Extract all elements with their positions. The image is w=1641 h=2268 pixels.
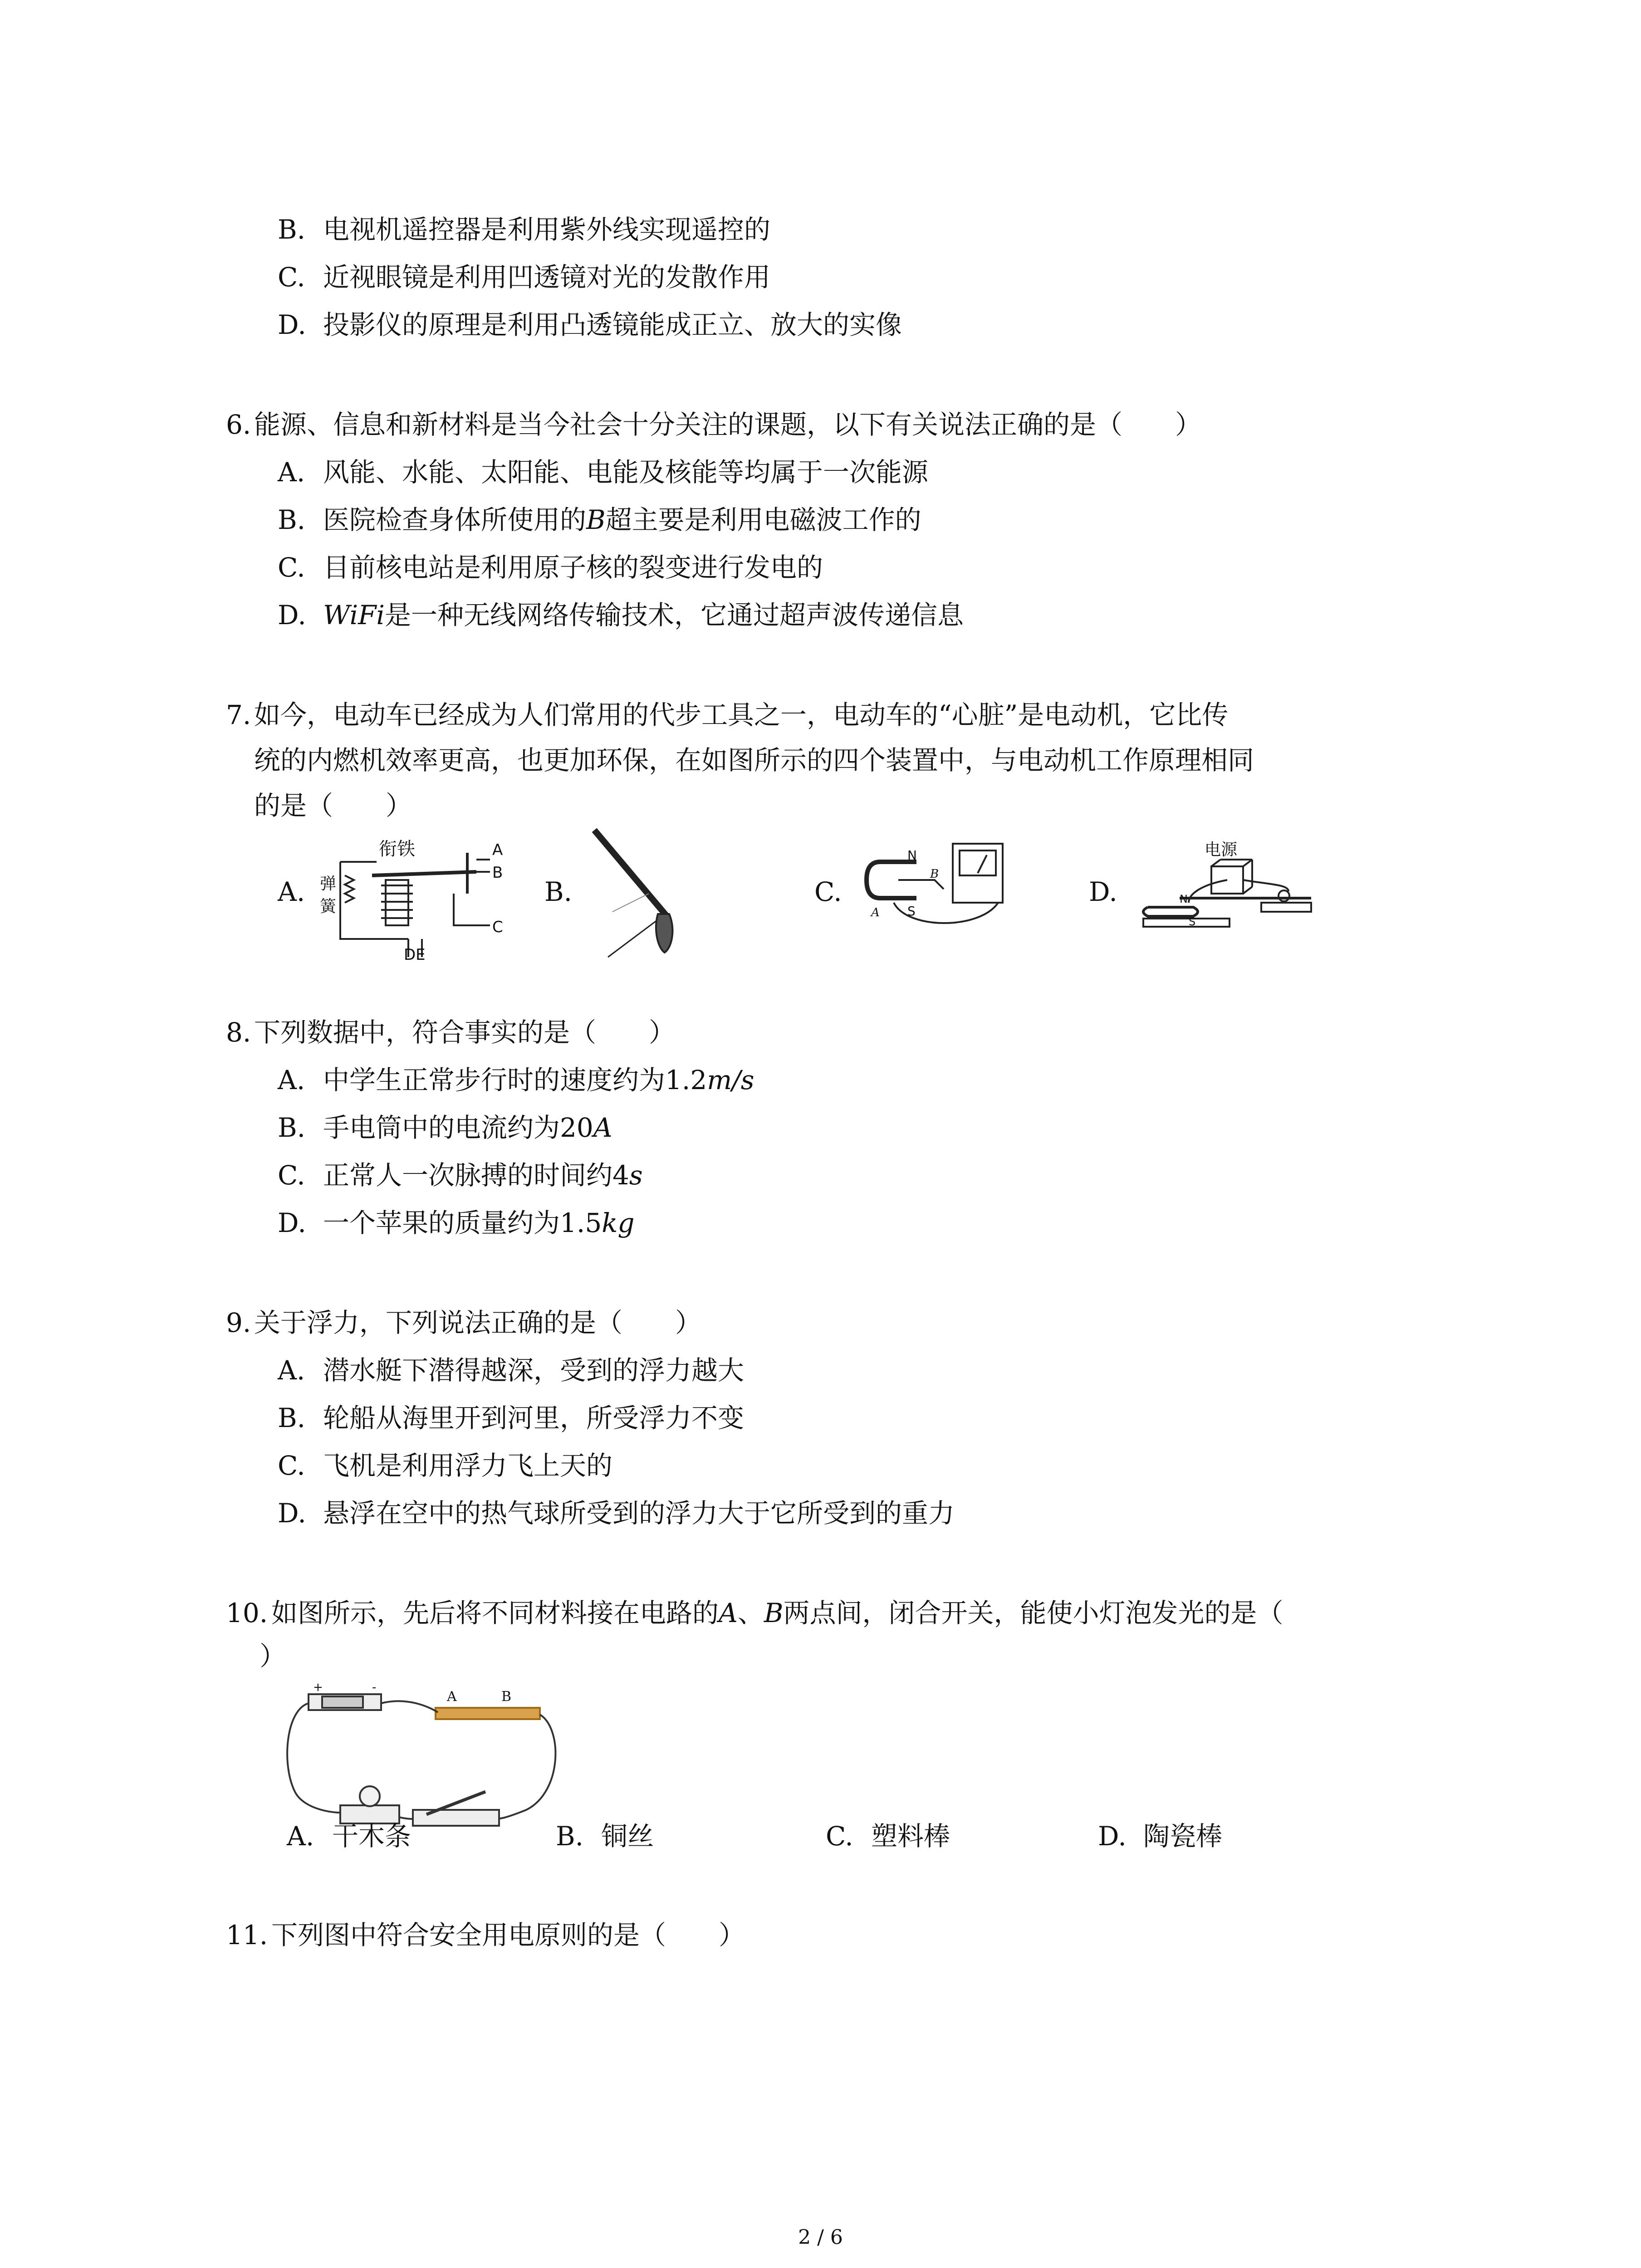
q9-option-a: [278, 1354, 744, 1387]
q8-stem: [226, 1016, 675, 1049]
label-b: B: [492, 864, 503, 882]
battery-minus: -: [372, 1683, 377, 1694]
question-stem: 下列图中符合安全用电原则的是（ ）: [271, 1920, 745, 1950]
option-text: 陶瓷棒: [1143, 1821, 1223, 1852]
q10-option-d: [1098, 1820, 1222, 1853]
option-unit: A: [593, 1112, 612, 1143]
option-text: 手电筒中的电流约为: [323, 1112, 560, 1143]
q7-stem-line1: [226, 699, 1228, 731]
q7-figure-a-relay: [318, 835, 508, 962]
option-text: 电视机遥控器是利用紫外线实现遥控的: [323, 214, 771, 245]
question-stem-before: 如图所示，先后将不同材料接在电路的: [271, 1598, 719, 1628]
question-number: 11.: [226, 1920, 268, 1950]
label-s: S: [907, 904, 916, 919]
option-unit: s: [629, 1160, 643, 1191]
option-letter: D.: [278, 1207, 306, 1238]
q7-figure-b-coil-hanging: [590, 826, 717, 962]
power-label: 电源: [1205, 841, 1238, 859]
separator: 、: [737, 1598, 764, 1628]
option-letter: C.: [826, 1821, 853, 1852]
option-text: 飞机是利用浮力飞上天的: [323, 1450, 613, 1481]
option-text: 悬浮在空中的热气球所受到的浮力大于它所受到的重力: [323, 1498, 955, 1529]
option-value: 4: [612, 1160, 629, 1191]
option-text: 正常人一次脉搏的时间约: [323, 1160, 613, 1191]
option-letter: A.: [278, 1355, 305, 1386]
label-a: A: [447, 1689, 457, 1705]
question-stem: 下列数据中，符合事实的是（ ）: [254, 1017, 676, 1048]
option-letter: B.: [278, 1112, 306, 1143]
option-letter: D.: [278, 1498, 306, 1529]
q6-option-d: [278, 599, 964, 631]
option-text-before: 医院检查身体所使用的: [323, 504, 587, 535]
q10-stem-line2: [260, 1640, 286, 1672]
question-number: 7.: [226, 699, 251, 730]
q8-option-a: [278, 1064, 754, 1096]
q6-option-b: [278, 503, 921, 536]
option-text: 潜水艇下潜得越深，受到的浮力越大: [323, 1355, 745, 1386]
page-number: 2 / 6: [798, 2226, 843, 2249]
q7-stem-line2: [254, 744, 1254, 777]
option-letter: C.: [278, 1160, 305, 1191]
label-s: S: [1189, 915, 1196, 928]
option-letter: C.: [278, 552, 305, 583]
q8-option-c: [278, 1159, 643, 1192]
option-letter: C.: [278, 1450, 305, 1481]
point-b: B: [764, 1598, 784, 1628]
spring-label-2: 簧: [320, 897, 337, 916]
q9-option-b: [278, 1402, 744, 1434]
point-a: A: [719, 1598, 738, 1628]
option-text: 近视眼镜是利用凹透镜对光的发散作用: [323, 262, 771, 293]
option-unit: m/s: [707, 1065, 754, 1095]
option-letter: A.: [278, 1065, 305, 1095]
option-text: 一个苹果的质量约为: [323, 1207, 560, 1238]
option-letter: D.: [278, 600, 306, 631]
q6-option-a: [278, 456, 928, 489]
option-text: 干木条: [332, 1821, 411, 1852]
q5-option-b: [278, 213, 770, 246]
q9-stem: [226, 1306, 701, 1339]
label-b: B: [501, 1689, 512, 1705]
option-variable: WiFi: [323, 600, 385, 631]
q7-figure-b-letter: B.: [544, 876, 573, 907]
option-value: 20: [560, 1112, 593, 1143]
option-text-after: 超主要是利用电磁波工作的: [605, 504, 921, 535]
option-letter: B.: [278, 1403, 306, 1433]
question-stem: 统的内燃机效率更高，也更加环保，在如图所示的四个装置中，与电动机工作原理相同: [254, 745, 1254, 776]
question-number: 6.: [226, 409, 251, 440]
option-letter: B.: [278, 504, 306, 535]
label-de: DE: [404, 946, 426, 962]
option-letter: A.: [278, 457, 305, 488]
label-c: C: [492, 918, 503, 936]
label-a: A: [492, 841, 503, 859]
option-letter: B.: [556, 1821, 584, 1852]
option-text: 轮船从海里开到河里，所受浮力不变: [323, 1403, 745, 1433]
q10-option-c: [826, 1820, 950, 1853]
q6-option-c: [278, 551, 823, 584]
option-text: 投影仪的原理是利用凸透镜能成正立、放大的实像: [323, 309, 902, 340]
option-text: 风能、水能、太阳能、电能及核能等均属于一次能源: [323, 457, 929, 488]
q7-stem-line3: [254, 789, 412, 822]
q7-figure-d-letter: D.: [1089, 876, 1117, 907]
q8-option-b: [278, 1111, 612, 1144]
option-unit: kg: [602, 1207, 635, 1238]
armature-label: 衔铁: [379, 839, 415, 860]
option-letter: D.: [278, 309, 306, 340]
question-stem: 能源、信息和新材料是当今社会十分关注的课题，以下有关说法正确的是（ ）: [254, 409, 1202, 440]
q9-option-c: [278, 1449, 612, 1482]
option-value: 1.2: [665, 1065, 707, 1095]
spring-label: 弹: [320, 875, 337, 893]
label-b: B: [930, 867, 939, 881]
question-stem: 关于浮力，下列说法正确的是（ ）: [254, 1307, 702, 1338]
q8-option-d: [278, 1207, 635, 1239]
question-number: 8.: [226, 1017, 251, 1048]
option-text: 铜丝: [601, 1821, 654, 1852]
q7-figure-c-letter: C.: [814, 876, 842, 907]
option-text: 中学生正常步行时的速度约为: [323, 1065, 666, 1095]
option-text: 塑料棒: [871, 1821, 950, 1852]
q5-option-c: [278, 261, 770, 293]
question-number: 9.: [226, 1307, 251, 1338]
label-n: N: [907, 848, 917, 863]
q6-stem: [226, 408, 1201, 441]
question-stem: 如今，电动车已经成为人们常用的代步工具之一，电动车的“心脏”是电动机，它比传: [254, 699, 1229, 730]
option-text-after: 是一种无线网络传输技术，它通过超声波传递信息: [384, 600, 964, 631]
q7-figure-c-generator: [862, 835, 1016, 939]
question-number: 10.: [226, 1598, 268, 1628]
option-letter: A.: [287, 1821, 314, 1852]
label-a: A: [871, 906, 880, 919]
question-stem-after: 两点间，闭合开关，能使小灯泡发光的是（: [783, 1598, 1283, 1628]
q10-option-a: [287, 1820, 411, 1853]
q7-figure-d-motor: [1134, 839, 1316, 939]
question-stem: ）: [260, 1641, 286, 1672]
option-letter: C.: [278, 262, 305, 293]
battery-plus: +: [313, 1683, 323, 1694]
option-letter: B.: [278, 214, 306, 245]
q10-circuit-figure: [281, 1683, 563, 1828]
q10-stem: [226, 1597, 1283, 1629]
q5-option-d: [278, 308, 902, 341]
q7-figure-a-letter: A.: [278, 876, 305, 907]
q9-option-d: [278, 1497, 955, 1530]
question-stem: 的是（ ）: [254, 790, 412, 821]
q11-stem: [226, 1919, 745, 1951]
label-n: N: [1180, 893, 1188, 905]
option-value: 1.5: [560, 1207, 602, 1238]
option-text: 目前核电站是利用原子核的裂变进行发电的: [323, 552, 823, 583]
option-variable: B: [586, 504, 606, 535]
q10-option-b: [556, 1820, 654, 1853]
option-letter: D.: [1098, 1821, 1127, 1852]
